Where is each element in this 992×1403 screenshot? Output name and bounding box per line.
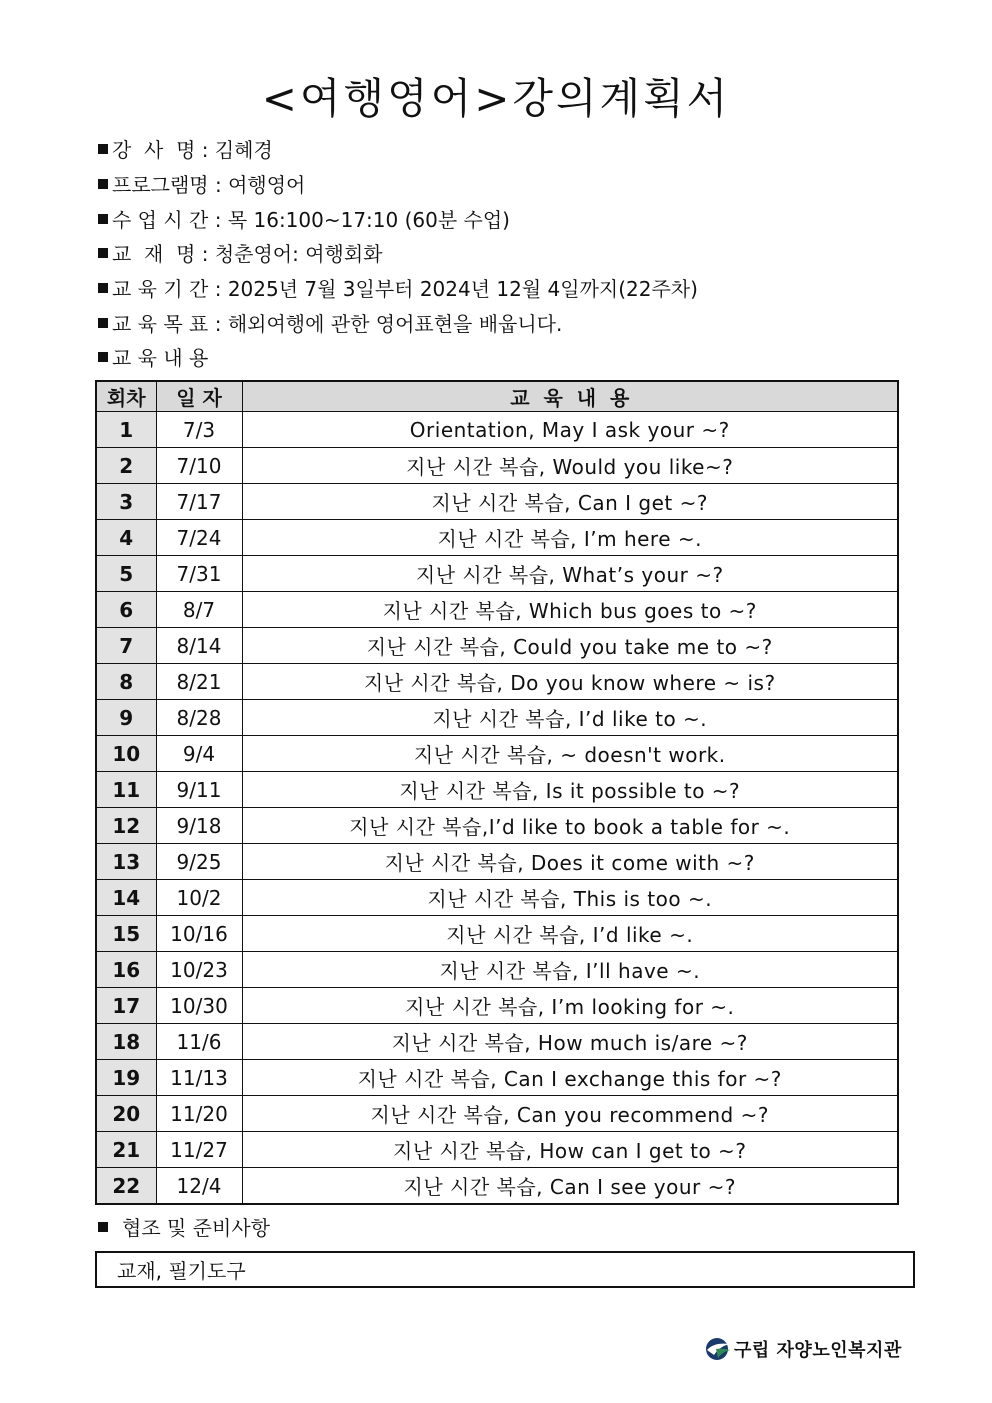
session-date: 9/25 — [156, 844, 242, 880]
session-number: 16 — [96, 952, 156, 988]
session-content: 지난 시간 복습, What’s your ~? — [242, 556, 898, 592]
info-content-heading — [98, 342, 208, 371]
logo-name: 구립 자양노인복지관 — [734, 1340, 902, 1361]
session-number: 17 — [96, 988, 156, 1024]
footer-logo — [704, 1334, 902, 1364]
session-date: 7/24 — [156, 520, 242, 556]
session-date: 12/4 — [156, 1168, 242, 1205]
bullet-icon — [98, 1222, 108, 1232]
session-number: 8 — [96, 664, 156, 700]
table-row — [96, 520, 898, 556]
info-value: 목 16:100~17:10 (60분 수업) — [227, 208, 510, 232]
page-title: <여행영어>강의계획서 — [261, 74, 731, 123]
session-content: 지난 시간 복습, Is it possible to ~? — [242, 772, 898, 808]
session-date: 10/23 — [156, 952, 242, 988]
session-number: 7 — [96, 628, 156, 664]
session-content: 지난 시간 복습, How much is/are ~? — [242, 1024, 898, 1060]
table-row — [96, 1132, 898, 1168]
session-number: 4 — [96, 520, 156, 556]
info-label: 프로그램명 — [112, 173, 209, 197]
session-date: 8/7 — [156, 592, 242, 628]
header-date: 일 자 — [156, 381, 242, 412]
cooperation-content: 교재, 필기도구 — [117, 1259, 246, 1283]
session-content: 지난 시간 복습, Which bus goes to ~? — [242, 592, 898, 628]
cooperation-heading-text: 협조 및 준비사항 — [122, 1216, 270, 1240]
schedule-table — [95, 380, 899, 1205]
bullet-icon — [98, 283, 108, 293]
info-value: 여행영어 — [228, 173, 306, 197]
info-label: 교 육 내 용 — [112, 346, 209, 370]
info-period: 교 육 기 간 : 2025년 7월 3일부터 2024년 12월 4일까지(22주차) — [98, 273, 698, 302]
table-row — [96, 484, 898, 520]
session-date: 7/3 — [156, 412, 242, 448]
bullet-icon — [98, 214, 108, 224]
session-date: 9/11 — [156, 772, 242, 808]
session-number: 10 — [96, 736, 156, 772]
table-row — [96, 700, 898, 736]
session-number: 11 — [96, 772, 156, 808]
session-date: 10/2 — [156, 880, 242, 916]
info-goal: 교 육 목 표 : 해외여행에 관한 영어표현을 배웁니다. — [98, 308, 562, 337]
session-date: 10/16 — [156, 916, 242, 952]
session-content: 지난 시간 복습, Can I get ~? — [242, 484, 898, 520]
info-label: 수 업 시 간 — [112, 208, 209, 232]
session-number: 15 — [96, 916, 156, 952]
bullet-icon — [98, 179, 108, 189]
bullet-icon — [98, 248, 108, 258]
session-number: 12 — [96, 808, 156, 844]
session-content: 지난 시간 복습, I’ll have ~. — [242, 952, 898, 988]
table-row — [96, 412, 898, 448]
session-content: 지난 시간 복습, This is too ~. — [242, 880, 898, 916]
session-number: 3 — [96, 484, 156, 520]
session-content: 지난 시간 복습, Do you know where ~ is? — [242, 664, 898, 700]
session-number: 18 — [96, 1024, 156, 1060]
session-date: 8/14 — [156, 628, 242, 664]
session-date: 8/21 — [156, 664, 242, 700]
session-content: 지난 시간 복습, I’m here ~. — [242, 520, 898, 556]
session-date: 9/4 — [156, 736, 242, 772]
table-row — [96, 664, 898, 700]
session-date: 7/10 — [156, 448, 242, 484]
info-instructor: 강 사 명 : 김혜경 — [98, 134, 273, 163]
session-content: 지난 시간 복습, I’d like to ~. — [242, 700, 898, 736]
cooperation-heading — [98, 1212, 270, 1241]
table-row — [96, 1024, 898, 1060]
session-date: 11/27 — [156, 1132, 242, 1168]
table-row — [96, 772, 898, 808]
cooperation-box — [95, 1251, 915, 1288]
table-row — [96, 952, 898, 988]
info-label: 강 사 명 — [112, 138, 196, 162]
table-row — [96, 592, 898, 628]
table-row — [96, 1060, 898, 1096]
session-date: 11/20 — [156, 1096, 242, 1132]
table-row — [96, 628, 898, 664]
bullet-icon — [98, 352, 108, 362]
session-number: 1 — [96, 412, 156, 448]
bullet-icon — [98, 318, 108, 328]
header-session: 회차 — [96, 381, 156, 412]
session-date: 8/28 — [156, 700, 242, 736]
table-row — [96, 736, 898, 772]
info-value: 해외여행에 관한 영어표현을 배웁니다. — [227, 312, 563, 336]
session-content: 지난 시간 복습, How can I get to ~? — [242, 1132, 898, 1168]
session-number: 2 — [96, 448, 156, 484]
info-value: 2025년 7월 3일부터 2024년 12월 4일까지(22주차) — [227, 277, 698, 301]
session-date: 7/17 — [156, 484, 242, 520]
session-content: 지난 시간 복습, Can I exchange this for ~? — [242, 1060, 898, 1096]
table-row — [96, 448, 898, 484]
info-label: 교 육 기 간 — [112, 277, 209, 301]
session-date: 7/31 — [156, 556, 242, 592]
session-content: 지난 시간 복습, Can I see your ~? — [242, 1168, 898, 1205]
welfare-center-logo-icon — [704, 1336, 732, 1362]
session-number: 14 — [96, 880, 156, 916]
table-row — [96, 1096, 898, 1132]
session-number: 20 — [96, 1096, 156, 1132]
session-content: 지난 시간 복습, I’m looking for ~. — [242, 988, 898, 1024]
session-number: 5 — [96, 556, 156, 592]
session-date: 11/13 — [156, 1060, 242, 1096]
session-number: 22 — [96, 1168, 156, 1205]
session-content: 지난 시간 복습, I’d like ~. — [242, 916, 898, 952]
bullet-icon — [98, 144, 108, 154]
session-content: 지난 시간 복습, ~ doesn't work. — [242, 736, 898, 772]
session-content: 지난 시간 복습, Can you recommend ~? — [242, 1096, 898, 1132]
table-row — [96, 880, 898, 916]
session-number: 13 — [96, 844, 156, 880]
info-value: 청춘영어: 여행회화 — [214, 242, 383, 266]
table-header-row — [96, 381, 898, 412]
session-date: 10/30 — [156, 988, 242, 1024]
session-date: 11/6 — [156, 1024, 242, 1060]
info-label: 교 재 명 — [112, 242, 196, 266]
session-number: 19 — [96, 1060, 156, 1096]
info-program: 프로그램명 : 여행영어 — [98, 169, 305, 198]
table-row — [96, 556, 898, 592]
table-row — [96, 916, 898, 952]
session-content: 지난 시간 복습, Does it come with ~? — [242, 844, 898, 880]
session-number: 9 — [96, 700, 156, 736]
info-class-time: 수 업 시 간 : 목 16:100~17:10 (60분 수업) — [98, 204, 510, 233]
info-value: 김혜경 — [214, 138, 273, 162]
session-content: 지난 시간 복습, Could you take me to ~? — [242, 628, 898, 664]
session-number: 6 — [96, 592, 156, 628]
session-content: Orientation, May I ask your ~? — [242, 412, 898, 448]
session-content: 지난 시간 복습, Would you like~? — [242, 448, 898, 484]
session-date: 9/18 — [156, 808, 242, 844]
table-row — [96, 808, 898, 844]
header-content: 교 육 내 용 — [242, 381, 898, 412]
session-number: 21 — [96, 1132, 156, 1168]
info-textbook: 교 재 명 : 청춘영어: 여행회화 — [98, 238, 383, 267]
table-row — [96, 844, 898, 880]
info-label: 교 육 목 표 — [112, 312, 209, 336]
table-row — [96, 1168, 898, 1205]
table-row — [96, 988, 898, 1024]
session-content: 지난 시간 복습,I’d like to book a table for ~. — [242, 808, 898, 844]
